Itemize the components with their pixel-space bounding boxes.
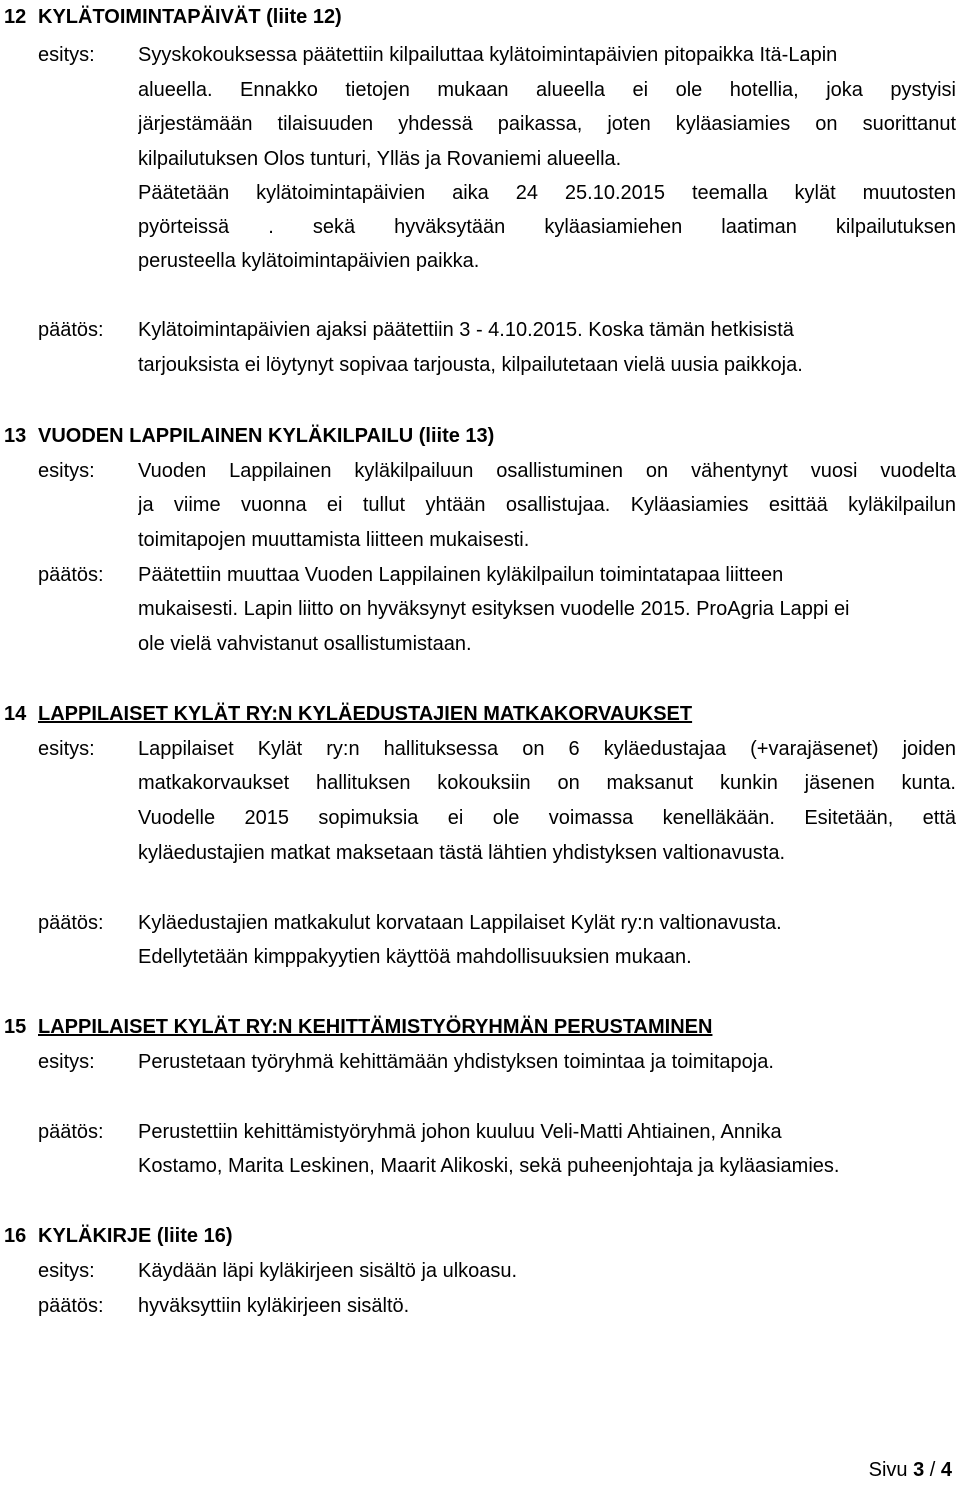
paatos-text-line: Perustettiin kehittämistyöryhmä johon kuuluu Veli-Matti Ahtiainen, Annika (138, 1121, 782, 1143)
footer-separator: / (924, 1459, 941, 1481)
page-number-footer (869, 1458, 952, 1482)
paatos-text-line: Päätettiin muuttaa Vuoden Lappilainen kyläkilpailun toimintatapaa liitteen (138, 564, 784, 586)
paatos-text-line: Kylätoimintapäivien ajaksi päätettiin 3 - 4.10.2015. Koska tämän hetkisistä (138, 319, 794, 341)
esitys-label: esitys: (38, 460, 95, 482)
paatos-text-line: ole vielä vahvistanut osallistumistaan. (138, 633, 472, 655)
esitys-text-line: kyläedustajien matkat maksetaan tästä lähtien yhdistyksen valtionavusta. (138, 842, 786, 864)
paatos-text-line: Edellytetään kimppakyytien käyttöä mahdollisuuksien mukaan. (138, 946, 692, 968)
paatos-text-line: mukaisesti. Lapin liitto on hyväksynyt esityksen vuodelle 2015. ProAgria Lappi ei (138, 598, 850, 620)
current-page-number: 3 (913, 1459, 925, 1481)
esitys-label: esitys: (38, 1260, 95, 1282)
section-number: 12 (4, 6, 27, 28)
esitys-label: esitys: (38, 44, 95, 66)
esitys-text-line: toimitapojen muuttamista liitteen mukaisesti. (138, 529, 530, 551)
esitys-text-line: Syyskokouksessa päätettiin kilpailuttaa kylätoimintapäivien pitopaikka Itä-Lapin (138, 44, 838, 66)
esitys-text-line: Päätetään kylätoimintapäivien aika 24 25.10.2015 teemalla kylät muutosten (138, 182, 956, 204)
total-page-number: 4 (940, 1459, 952, 1481)
esitys-text-line: järjestämään tilaisuuden yhdessä paikassa, joten kyläasiamies on suorittanut (138, 113, 956, 135)
footer-prefix: Sivu (868, 1459, 914, 1481)
esitys-text-line: Vuodelle 2015 sopimuksia ei ole voimassa kenelläkään. Esitetään, että (138, 807, 956, 829)
paatos-label: päätös: (38, 319, 104, 341)
section-number: 14 (4, 703, 27, 725)
esitys-text-line: alueella. Ennakko tietojen mukaan alueella ei ole hotellia, joka pystyisi (138, 79, 956, 101)
paatos-text-line: Kyläedustajien matkakulut korvataan Lappilaiset Kylät ry:n valtionavusta. (138, 912, 782, 934)
esitys-text-line: pyörteissä . sekä hyväksytään kyläasiamiehen laatiman kilpailutuksen (138, 216, 956, 238)
paatos-label: päätös: (38, 564, 104, 586)
paatos-label: päätös: (38, 912, 104, 934)
esitys-text-line: Perustetaan työryhmä kehittämään yhdistyksen toimintaa ja toimitapoja. (138, 1051, 774, 1073)
section-number: 15 (4, 1016, 27, 1038)
paatos-text-line: tarjouksista ei löytynyt sopivaa tarjousta, kilpailutetaan vielä uusia paikkoja. (138, 354, 803, 376)
esitys-text-line: Käydään läpi kyläkirjeen sisältö ja ulkoasu. (138, 1260, 518, 1282)
section-title: KYLÄTOIMINTAPÄIVÄT (liite 12) (38, 6, 342, 28)
esitys-text-line: kilpailutuksen Olos tunturi, Ylläs ja Rovaniemi alueella. (138, 148, 622, 170)
esitys-text-line: perusteella kylätoimintapäivien paikka. (138, 250, 480, 272)
section-title: KYLÄKIRJE (liite 16) (38, 1225, 233, 1247)
paatos-text-line: hyväksyttiin kyläkirjeen sisältö. (138, 1295, 410, 1317)
section-number: 13 (4, 425, 27, 447)
paatos-label: päätös: (38, 1295, 104, 1317)
esitys-text-line: Vuoden Lappilainen kyläkilpailuun osallistuminen on vähentynyt vuosi vuodelta (138, 460, 956, 482)
esitys-text-line: ja viime vuonna ei tullut yhtään osallistujaa. Kyläasiamies esittää kyläkilpailun (138, 494, 956, 516)
esitys-label: esitys: (38, 1051, 95, 1073)
section-number: 16 (4, 1225, 27, 1247)
paatos-text-line: Kostamo, Marita Leskinen, Maarit Alikoski, sekä puheenjohtaja ja kyläasiamies. (138, 1155, 840, 1177)
section-title: LAPPILAISET KYLÄT RY:N KYLÄEDUSTAJIEN MATKAKORVAUKSET (38, 703, 693, 725)
esitys-text-line: Lappilaiset Kylät ry:n hallituksessa on 6 kyläedustajaa (+varajäsenet) joiden (138, 738, 956, 760)
section-title: VUODEN LAPPILAINEN KYLÄKILPAILU (liite 13) (38, 425, 495, 447)
section-title: LAPPILAISET KYLÄT RY:N KEHITTÄMISTYÖRYHMÄN PERUSTAMINEN (38, 1016, 713, 1038)
esitys-text-line: matkakorvaukset hallituksen kokouksiin on maksanut kunkin jäsenen kunta. (138, 772, 956, 794)
paatos-label: päätös: (38, 1121, 104, 1143)
esitys-label: esitys: (38, 738, 95, 760)
